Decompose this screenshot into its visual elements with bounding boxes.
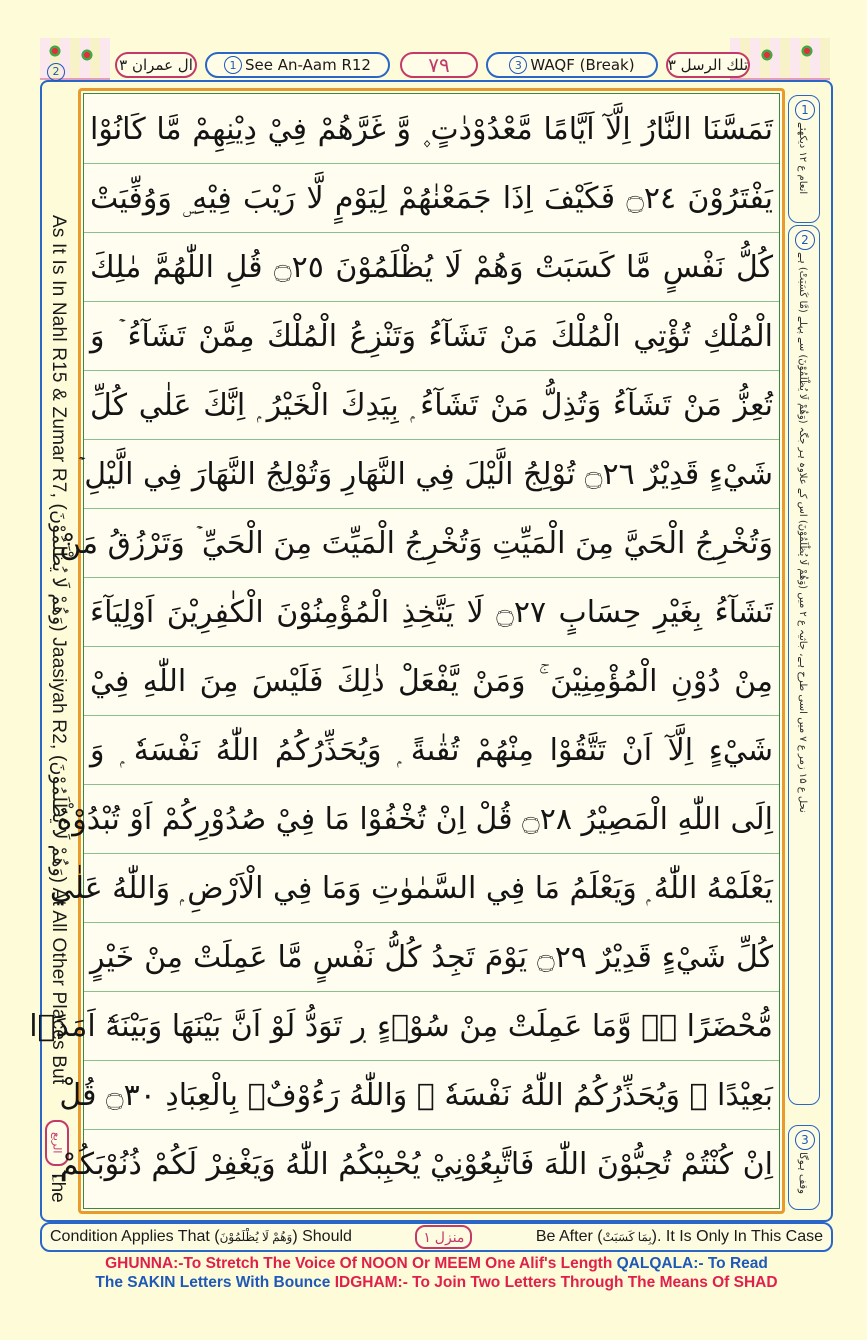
right-note-2-box [788,225,820,1105]
text-line: تَمَسَّنَا النَّارُ اِلَّآ اَيَّامًا مَّعْدُوْدٰتٍ ۪ وَّ غَرَّهُمْ فِيْ دِيْنِهِمْ مَّا كَانُوْا [84,96,779,164]
note-number-badge: 1 [795,100,815,120]
note-number-badge: 2 [47,63,65,81]
text-line: يَعْلَمْهُ اللّٰهُ ۭ وَيَعْلَمُ مَا فِي السَّمٰوٰتِ وَمَا فِي الْاَرْضِ ۭ وَاللّٰهُ عَلٰي [84,855,779,923]
text-line: كُلِّ شَيْءٍ قَدِيْرٌ ۝٢٩ يَوْمَ تَجِدُ كُلُّ نَفْسٍ مَّا عَمِلَتْ مِنْ خَيْرٍ [84,924,779,992]
left-margin-text [47,215,69,1084]
bottom-note-text-3: Be After ( [535,1228,603,1245]
left-margin-text-content: As It Is In Nahl R15 & Zumar R7, (وَهُمْ لَا يُظْلَمُوْنَ) Jaasiyah R2, (وَهُمْ لَا يُظْلَمُوْنَ) At All Other Places But [48,215,69,1085]
text-line: مِنْ دُوْنِ الْمُؤْمِنِيْنَ ۚ وَمَنْ يَّفْعَلْ ذٰلِكَ فَلَيْسَ مِنَ اللّٰهِ فِيْ [84,648,779,716]
header-note-1-text: See An-Aam R12 [245,56,371,74]
left-margin-continuation-text: The [47,1170,68,1203]
surah-name-pill [115,52,197,78]
bottom-note-bar [40,1222,833,1252]
header-note-3 [486,52,658,78]
bottom-note-arabic-1: وَهُمْ لَا يُظْلَمُوْنَ [219,1230,293,1244]
flower-icon [48,44,62,58]
juz-name: تلك الرسل ٣ [667,56,749,74]
bottom-note-arabic-2: بِمَا كَسَبَتْ [602,1230,652,1244]
right-margin [788,95,824,1210]
flower-icon [760,48,774,62]
page-number-pill [400,52,478,78]
note-number-badge: 3 [795,1130,815,1150]
text-line: شَيْءٍ قَدِيْرٌ ۝٢٦ تُوْلِجُ الَّيْلَ فِي النَّهَارِ وَتُوْلِجُ النَّهَارَ فِي الَّيْلِ ۡ [84,441,779,509]
right-note-1-box [788,95,820,223]
right-note-3-box [788,1125,820,1210]
legend-line-2 [40,1273,833,1292]
legend-qalqala: QALQALA:- To Read [616,1255,768,1272]
juz-name-pill [666,52,750,78]
text-line: بَعِيْدًا ۭ وَيُحَذِّرُكُمُ اللّٰهُ نَفْسَهٗ ۭ وَاللّٰهُ رَءُوْفٌۢ بِالْعِبَادِ ۝٣٠ قُلْ [84,1062,779,1130]
legend-qalqala-cont: The SAKIN Letters With Bounce [95,1274,331,1291]
note-number-badge: 2 [795,230,815,250]
header-note-3-text: WAQF (Break) [530,56,635,74]
note-number-badge: 3 [509,56,527,74]
text-line: وَتُخْرِجُ الْحَيَّ مِنَ الْمَيِّتِ وَتُخْرِجُ الْمَيِّتَ مِنَ الْحَيِّ ۡ وَتَرْزُقُ مَنْ [84,510,779,578]
text-line: شَيْءٍ اِلَّآ اَنْ تَتَّقُوْا مِنْهُمْ تُقٰىةً ۭ وَيُحَذِّرُكُمُ اللّٰهُ نَفْسَهٗ ۭ وَ [84,717,779,785]
text-line: اِنْ كُنْتُمْ تُحِبُّوْنَ اللّٰهَ فَاتَّبِعُوْنِيْ يُحْبِبْكُمُ اللّٰهُ وَيَغْفِرْ لَكُمْ ذُنُوْبَكُمْ ۭ [52,1147,773,1182]
text-line: تُعِزُّ مَنْ تَشَآءُ وَتُذِلُّ مَنْ تَشَآءُ ۭ بِيَدِكَ الْخَيْرُ ۭ اِنَّكَ عَلٰي كُلِّ [84,372,779,440]
legend-ghunna: GHUNNA:-To Stretch The Voice Of NOON Or MEEM One Alif's Length [105,1255,613,1272]
bottom-note-text-4: ). It Is Only In This Case [651,1228,823,1245]
bottom-note-text-1: Condition Applies That ( [50,1228,220,1245]
tajweed-legend [40,1254,833,1292]
text-line: اِلَى اللّٰهِ الْمَصِيْرُ ۝٢٨ قُلْ اِنْ تُخْفُوْا مَا فِيْ صُدُوْرِكُمْ اَوْ تُبْدُوْهُ [84,786,779,854]
rub-marker-text: الربع [50,1132,64,1154]
right-note-1-text: انعام ع ١٢ دیکھئے [797,122,808,195]
surah-name: ال عمران ٣ [119,56,193,74]
right-note-2-text: نحل ع ۱۵ زمر ع ۷ میں اسی طرح ہے، جاثیہ ع ۲ میں (وَهُمْ لَا يُظْلَمُوْنَ) اس کے علاوہ ہر جگہ (وَهُمْ لَا يُظْلَمُوْنَ) سے پہلے (مَّا كَسَبَتْ) ہے [797,252,808,813]
bottom-note-text-2: ) Should [292,1228,352,1245]
header-note-1 [205,52,390,78]
note-number-badge: 1 [224,56,242,74]
text-line: يَفْتَرُوْنَ ۝٢٤ فَكَيْفَ اِذَا جَمَعْنٰهُمْ لِيَوْمٍ لَّا رَيْبَ فِيْهِ ۣ وَوُفِّيَتْ [84,165,779,233]
text-line: تَشَآءُ بِغَيْرِ حِسَابٍ ۝٢٧ لَا يَتَّخِذِ الْمُؤْمِنُوْنَ الْكٰفِرِيْنَ اَوْلِيَآءَ [84,579,779,647]
text-line: كُلُّ نَفْسٍ مَّا كَسَبَتْ وَهُمْ لَا يُظْلَمُوْنَ ۝٢٥ قُلِ اللّٰهُمَّ مٰلِكَ [84,234,779,302]
legend-line-1 [40,1254,833,1273]
page-number: ٧٩ [428,53,450,77]
left-note-badge [47,60,68,81]
flower-icon [80,48,94,62]
bottom-note-part-2 [536,1228,823,1246]
flower-icon [800,44,814,58]
right-note-3-text: وقف ہوگا [797,1152,808,1194]
legend-idgham: IDGHAM:- To Join Two Letters Through The Means Of SHAD [334,1274,778,1291]
text-line: الْمُلْكِ تُؤْتِي الْمُلْكَ مَنْ تَشَآءُ وَتَنْزِعُ الْمُلْكَ مِمَّنْ تَشَآءُ ۡ وَ [84,303,779,371]
text-line: مُّحْضَرًا ۚۖ وَّمَا عَمِلَتْ مِنْ سُوْۗءٍ ڔ تَوَدُّ لَوْ اَنَّ بَيْنَهَا وَبَيْنَهٗٓ اَمَدًۢا [84,993,779,1061]
bottom-note-part-1 [50,1228,352,1246]
manzil-badge: منزل ١ [415,1225,472,1249]
